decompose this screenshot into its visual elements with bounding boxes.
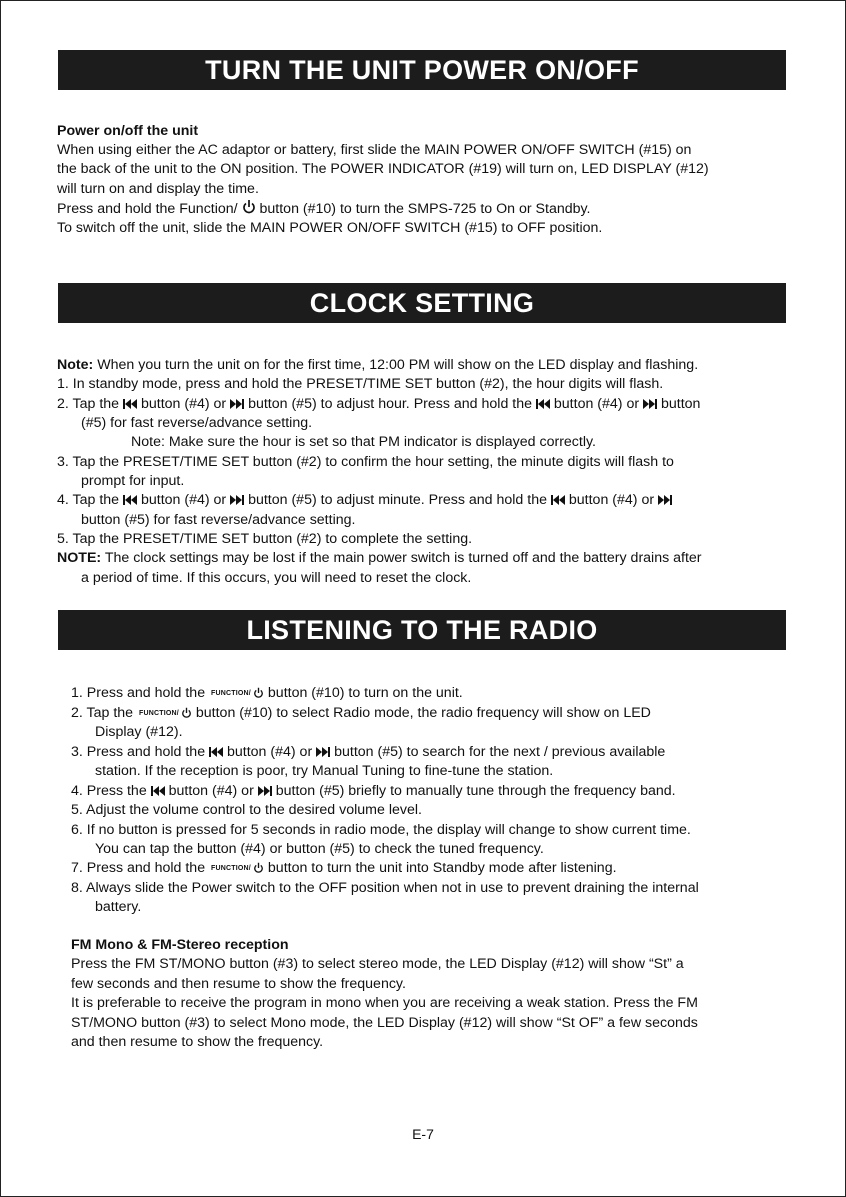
radio-step-7b: button to turn the unit into Standby mode after listening.	[267, 860, 617, 876]
fm-line-4: ST/MONO button (#3) to select Mono mode, the LED Display (#12) will show “St OF” a few seconds	[71, 1015, 698, 1031]
page-number: E-7	[412, 1126, 434, 1142]
radio-step-8: 8. Always slide the Power switch to the OFF position when not in use to prevent draining the internal	[71, 880, 699, 896]
radio-step-4c: button (#5) briefly to manually tune through the frequency band.	[275, 783, 676, 799]
skip-back-icon	[123, 492, 137, 512]
radio-step-4	[71, 782, 676, 803]
clock-step-4	[57, 491, 672, 512]
function-button-label: FUNCTION/	[211, 690, 251, 697]
radio-step-3c: button (#5) to search for the next / previous available	[334, 744, 666, 760]
clock-step-4d: button (#4) or	[568, 492, 655, 508]
power-line-4a: Press and hold the Function/	[57, 201, 238, 217]
power-icon	[181, 706, 192, 726]
radio-step-3d: station. If the reception is poor, try Manual Tuning to fine-tune the station.	[95, 763, 554, 779]
radio-step-2a: 2. Tap the	[71, 705, 134, 721]
clock-note-label: Note:	[57, 357, 94, 373]
clock-note-2-cont: a period of time. If this occurs, you will need to reset the clock.	[81, 570, 472, 586]
fm-line-5: and then resume to show the frequency.	[71, 1034, 324, 1050]
power-subtitle: Power on/off the unit	[57, 123, 199, 139]
clock-note-2	[57, 549, 702, 569]
radio-step-7	[71, 859, 617, 881]
power-icon	[253, 686, 264, 706]
radio-step-1a: 1. Press and hold the	[71, 685, 206, 701]
skip-back-icon	[151, 783, 165, 803]
skip-forward-icon	[658, 492, 672, 512]
radio-step-6b: You can tap the button (#4) or button (#5) to check the tuned frequency.	[95, 841, 544, 857]
clock-step-2c: button (#5) to adjust hour. Press and hold the	[248, 396, 532, 412]
radio-step-3	[71, 743, 665, 764]
clock-step-4a: 4. Tap the	[57, 492, 120, 508]
clock-step-3: 3. Tap the PRESET/TIME SET button (#2) to confirm the hour setting, the minute digits will flash to	[57, 454, 674, 470]
clock-step-4e: button (#5) for fast reverse/advance setting.	[81, 512, 356, 528]
skip-forward-icon	[230, 492, 244, 512]
clock-step-5: 5. Tap the PRESET/TIME SET button (#2) to complete the setting.	[57, 531, 473, 547]
clock-step-4b: button (#4) or	[140, 492, 227, 508]
radio-step-1	[71, 684, 463, 706]
clock-step-2a: 2. Tap the	[57, 396, 120, 412]
clock-note-text: When you turn the unit on for the first time, 12:00 PM will show on the LED display and flashing.	[97, 357, 699, 373]
function-button-label: FUNCTION/	[139, 710, 179, 717]
skip-back-icon	[536, 396, 550, 416]
clock-step-2	[57, 395, 700, 416]
power-icon	[253, 861, 264, 881]
clock-step-3b: prompt for input.	[81, 473, 185, 489]
skip-back-icon	[551, 492, 565, 512]
radio-step-2c: Display (#12).	[95, 724, 183, 740]
clock-step-1: 1. In standby mode, press and hold the PRESET/TIME SET button (#2), the hour digits will flash.	[57, 376, 664, 392]
clock-step-2-note: Note: Make sure the hour is set so that PM indicator is displayed correctly.	[131, 434, 596, 450]
clock-step-2b: button (#4) or	[140, 396, 227, 412]
radio-step-1b: button (#10) to turn on the unit.	[267, 685, 463, 701]
function-button-label: FUNCTION/	[211, 865, 251, 872]
clock-note-2-label: NOTE:	[57, 550, 102, 566]
clock-step-2d: button (#4) or	[553, 396, 640, 412]
clock-step-2f: (#5) for fast reverse/advance setting.	[81, 415, 313, 431]
radio-step-3a: 3. Press and hold the	[71, 744, 206, 760]
fm-title: FM Mono & FM-Stereo reception	[71, 937, 289, 953]
radio-step-2b: button (#10) to select Radio mode, the radio frequency will show on LED	[195, 705, 651, 721]
radio-step-6: 6. If no button is pressed for 5 seconds in radio mode, the display will change to show current time.	[71, 822, 691, 838]
radio-step-4a: 4. Press the	[71, 783, 147, 799]
skip-back-icon	[123, 396, 137, 416]
skip-back-icon	[209, 744, 223, 764]
power-line-5: To switch off the unit, slide the MAIN POWER ON/OFF SWITCH (#15) to OFF position.	[57, 220, 603, 236]
power-line-3: will turn on and display the time.	[57, 181, 259, 197]
fm-line-2: few seconds and then resume to show the frequency.	[71, 976, 406, 992]
radio-step-4b: button (#4) or	[168, 783, 254, 799]
clock-section-title: CLOCK SETTING	[58, 283, 786, 323]
skip-forward-icon	[316, 744, 330, 764]
power-line-2: the back of the unit to the ON position. The POWER INDICATOR (#19) will turn on, LED DISPLAY (#12)	[57, 161, 709, 177]
power-section-title: TURN THE UNIT POWER ON/OFF	[58, 50, 786, 90]
power-line-1: When using either the AC adaptor or battery, first slide the MAIN POWER ON/OFF SWITCH (#15) on	[57, 142, 692, 158]
skip-forward-icon	[643, 396, 657, 416]
radio-step-7a: 7. Press and hold the	[71, 860, 206, 876]
radio-section-title: LISTENING TO THE RADIO	[58, 610, 786, 650]
clock-note-2-text: The clock settings may be lost if the main power switch is turned off and the battery drains after	[104, 550, 702, 566]
fm-line-3: It is preferable to receive the program in mono when you are receiving a weak station. Press the FM	[71, 995, 698, 1011]
radio-step-3b: button (#4) or	[227, 744, 313, 760]
skip-forward-icon	[230, 396, 244, 416]
power-line-4b: button (#10) to turn the SMPS-725 to On or Standby.	[259, 201, 591, 217]
clock-note	[57, 356, 698, 376]
radio-step-8b: battery.	[95, 899, 142, 915]
fm-line-1: Press the FM ST/MONO button (#3) to select stereo mode, the LED Display (#12) will show “St” a	[71, 956, 684, 972]
clock-step-2e: button	[661, 396, 701, 412]
radio-step-5: 5. Adjust the volume control to the desired volume level.	[71, 802, 422, 818]
clock-step-4c: button (#5) to adjust minute. Press and hold the	[248, 492, 547, 508]
skip-forward-icon	[258, 783, 272, 803]
